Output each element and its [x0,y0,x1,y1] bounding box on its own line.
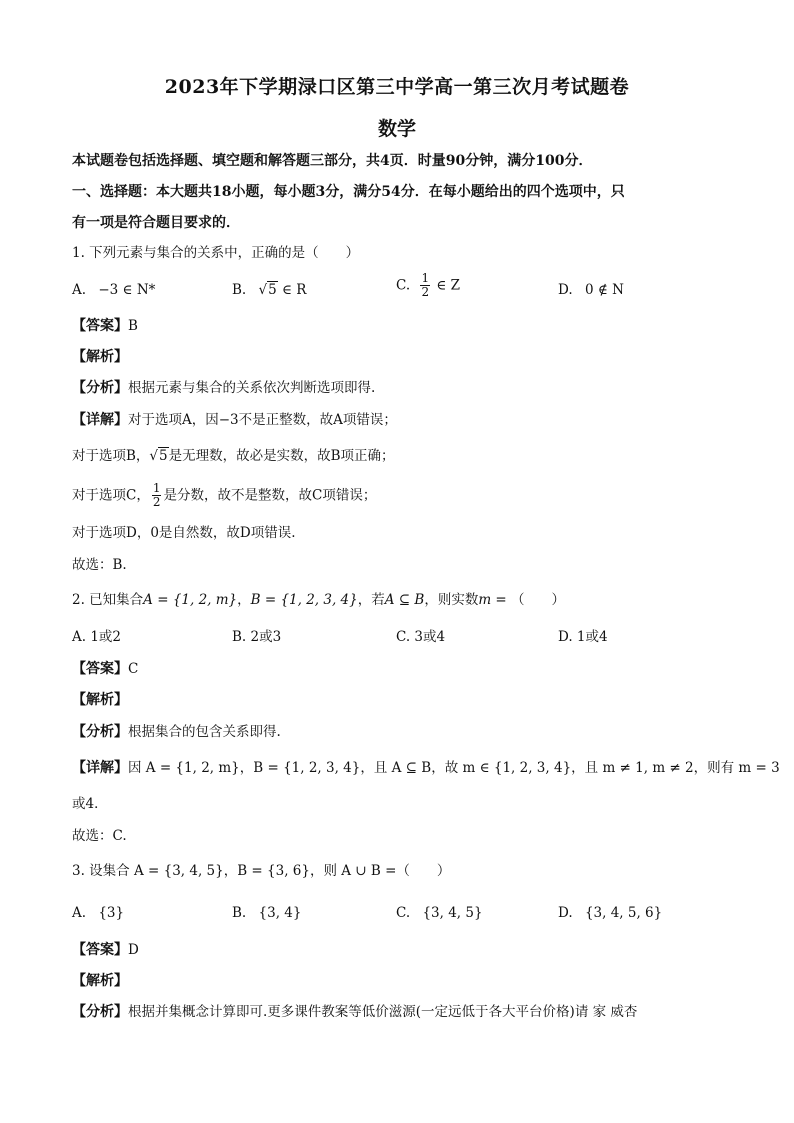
q1-option-c [396,272,460,299]
intro-text: 本试题卷包括选择题、填空题和解答题三部分，共4页．时量90分钟，满分100分． [72,153,593,169]
q3-fenxi [72,1002,637,1022]
option-label: A. [72,282,87,298]
answer-tag: 【答案】 [72,661,128,677]
q2-stem [72,590,565,610]
fenxi-tag: 【分析】 [72,1004,128,1020]
stem-text: （ ） [511,592,566,608]
fraction [152,482,162,509]
q3-option-b [232,903,301,923]
answer-value: B [128,318,138,334]
m-expression: m = [478,592,512,608]
q1-option-a [72,280,155,300]
option-label: A. [72,905,87,921]
answer-value: D [128,942,139,958]
option-label: B. [232,905,247,921]
sqrt-expression: √5 [258,282,277,298]
section-heading-line2: 有一项是符合题目要求的． [72,215,240,231]
option-label: B. [232,282,247,298]
answer-value: C [128,661,139,677]
fraction [420,272,430,299]
q2-answer [72,659,138,679]
q2-option-c: C. 3或4 [396,629,446,645]
page-title: 2023年下学期渌口区第三中学高一第三次月考试题卷 [164,76,630,98]
denominator: 2 [421,285,430,299]
option-label: C. [396,277,411,294]
q2-option-b: B. 2或3 [232,629,282,645]
numerator: 1 [421,271,430,285]
detail-text: 是分数，故不是整数，故C项错误； [163,487,377,504]
q1-detail-3 [72,482,376,509]
q3-analysis-tag: 【解析】 [72,973,128,989]
set-a-expression: A = {1, 2, m} [143,592,238,608]
q1-answer [72,316,138,336]
stem-text: 2. 已知集合 [72,592,144,608]
q1-fenxi [72,378,375,398]
q1-detail-2 [72,446,395,466]
detail-tag: 【详解】 [72,760,128,776]
set-b-expression: B = {1, 2, 3, 4} [250,592,358,608]
q2-detail-2: 或4． [72,796,108,812]
q2-fenxi [72,722,281,742]
detail-text: 对于选项A，因−3不是正整数，故A项错误； [128,412,397,428]
q2-detail-1 [72,758,780,778]
fenxi-text: 根据并集概念计算即可.更多课件教案等低价滋源(一定远低于各大平台价格)请 家 威杏 [128,1004,638,1020]
q2-analysis-tag: 【解析】 [72,692,128,708]
q1-option-b [232,280,306,300]
answer-tag: 【答案】 [72,318,128,334]
stem-text: ， [237,592,251,608]
fenxi-tag: 【分析】 [72,724,128,740]
q2-option-d: D. 1或4 [558,629,608,645]
fenxi-text: 根据集合的包含关系即得. [128,724,281,740]
subset-expression: A ⊆ B [384,592,425,608]
option-text: ∈ R [277,282,307,298]
radicand: 5 [268,282,277,298]
option-text: ∈ Z [432,277,461,294]
stem-text: ，则实数 [424,592,479,608]
q3-answer [72,940,139,960]
q3-option-d [558,903,662,923]
sqrt-expression: √5 [149,448,168,464]
fenxi-text: 根据元素与集合的关系依次判断选项即得. [128,380,376,396]
q3-option-a [72,903,124,923]
option-text: 0 ∉ N [584,282,624,298]
detail-tag: 【详解】 [72,412,128,428]
detail-text: 对于选项B， [72,448,150,464]
option-label: D. [558,282,573,298]
q2-choose: 故选：C. [72,828,127,844]
option-text: {3} [98,905,125,921]
option-text: −3 ∈ N* [98,282,156,298]
option-text: {3, 4, 5, 6} [584,905,663,921]
subject-heading: 数学 [377,118,416,140]
option-label: C. [396,905,411,921]
detail-text: 因 A = {1, 2, m}，B = {1, 2, 3, 4}，且 A ⊆ B，故 m ∈ {1, 2, 3, 4}，且 m ≠ 1, m ≠ 2，则有 m = 3 [128,760,780,776]
answer-tag: 【答案】 [72,942,128,958]
option-text: {3, 4, 5} [422,905,483,921]
numerator: 1 [152,481,161,495]
q1-option-d [558,280,624,300]
detail-text: 对于选项C， [72,487,150,504]
section-heading-line1: 一、选择题：本大题共18小题，每小题3分，满分54分．在每小题给出的四个选项中，只 [72,184,625,200]
q2-option-a: A. 1或2 [72,629,122,645]
detail-text: 是无理数，故必是实数，故B项正确； [168,448,395,464]
q1-stem: 1. 下列元素与集合的关系中，正确的是（ ） [72,245,360,261]
q1-detail-1 [72,410,397,430]
stem-text: ，若 [357,592,385,608]
q1-detail-4: 对于选项D，0是自然数，故D项错误. [72,525,296,541]
q3-option-c [396,903,483,923]
radicand: 5 [159,448,168,464]
option-label: D. [558,905,573,921]
q1-choose: 故选：B. [72,557,127,573]
q1-analysis-tag: 【解析】 [72,349,128,365]
fenxi-tag: 【分析】 [72,380,128,396]
denominator: 2 [152,495,161,509]
q3-stem: 3. 设集合 A = {3, 4, 5}，B = {3, 6}，则 A ∪ B =（ ） [72,863,451,879]
option-text: {3, 4} [258,905,302,921]
